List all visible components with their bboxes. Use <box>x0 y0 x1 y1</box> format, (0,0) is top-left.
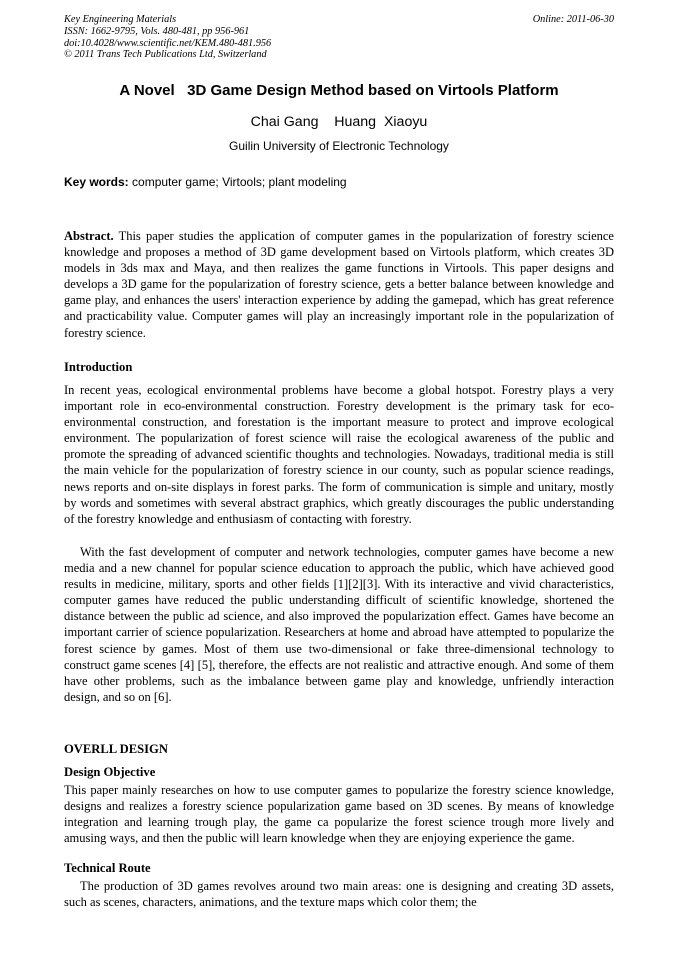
abstract-text: This paper studies the application of computer games in the popularization of forestry science knowledge and proposes a method of 3D game development based on Virtools platform, which creates 3D models in 3ds max and Maya, and then realizes the game functions in Virtools. This paper designs and develops a 3D game for the popularization of forestry science, gets a better balance between knowledge and game play, and enhances the users' interaction experience by adding the gamepad, which has great reference and practicability value. Computer games will play an increasingly important role in the popularization of forestry science. <box>64 229 614 340</box>
design-objective-paragraph: This paper mainly researches on how to use computer games to popularize the forestry science knowledge, designs and realizes a forestry science popularization game based on 3D scenes. By means of knowledge integration and learning trough play, the game ca popularize the forest science trough more lively and amusing ways, and then the public will learn knowledge when they are enjoying experience the game. <box>64 783 614 846</box>
keywords <box>64 175 347 189</box>
author-list: Chai Gang Huang Xiaoyu <box>250 114 428 130</box>
introduction-paragraph-1: In recent yeas, ecological environmental problems have become a global hotspot. Forestry plays a very important role in eco-environmental construction. Forestry development is the primary task for eco-environmental construction, and forestation is the important measure to protect and improve ecological environment. The popularization of forest science will raise the ecological awareness of the public and promote the spreading of advanced scientific thoughts and technologies. Nowadays, traditional media is still the main vehicle for the popularization of forestry science in our county, such as popular science readings, news reports and on-site displays in forest parks. The form of communication is simple and unitary, mostly by words and sometimes with several abstract graphics, which greatly discourages the public understanding of the forestry knowledge and enthusiasm of contacting with forestry. <box>64 383 614 526</box>
technical-route-paragraph: The production of 3D games revolves around two main areas: one is designing and creating 3D assets, such as scenes, characters, animations, and the texture maps which color them; the <box>64 879 614 910</box>
copyright-line: © 2011 Trans Tech Publications Ltd, Switzerland <box>64 49 267 61</box>
abstract <box>64 228 614 341</box>
affiliation: Guilin University of Electronic Technology <box>229 139 449 153</box>
technical-route-heading: Technical Route <box>64 861 151 875</box>
online-date: Online: 2011-06-30 <box>532 14 614 25</box>
journal-name: Key Engineering Materials <box>64 14 177 25</box>
issn-line: ISSN: 1662-9795, Vols. 480-481, pp 956-961 <box>64 25 250 37</box>
running-header <box>64 14 614 61</box>
introduction-paragraph-2: With the fast development of computer and network technologies, computer games have become a new media and a new channel for popular science education to approach the public, which have achieved good results in medicine, military, sports and other fields [1][2][3]. With its interactive and vivid characteristics, computer games have reduced the public understanding difficult of scientific knowledge, shortened the distance between the public ad science, and also improved the popularization effect. Games have become an important carrier of science popularization. Researchers at home and abroad have attempted to popularize the forest science by games. Most of them use two-dimensional or fake three-dimensional technology to construct game scenes [4] [5], therefore, the effects are not realistic and attractive enough. And some of them have other problems, such as the imbalance between game play and knowledge, unfriendly interaction design, and so on [6]. <box>64 545 614 704</box>
paper-title: A Novel 3D Game Design Method based on Virtools Platform <box>119 82 559 99</box>
keywords-text: computer game; Virtools; plant modeling <box>128 175 347 189</box>
design-objective-heading: Design Objective <box>64 765 156 779</box>
doi-line: doi:10.4028/www.scientific.net/KEM.480-481.956 <box>64 37 272 49</box>
overall-design-heading: OVERLL DESIGN <box>64 742 168 756</box>
introduction-heading: Introduction <box>64 360 133 374</box>
keywords-label: Key words: <box>64 175 129 189</box>
abstract-label: Abstract. <box>64 229 114 243</box>
